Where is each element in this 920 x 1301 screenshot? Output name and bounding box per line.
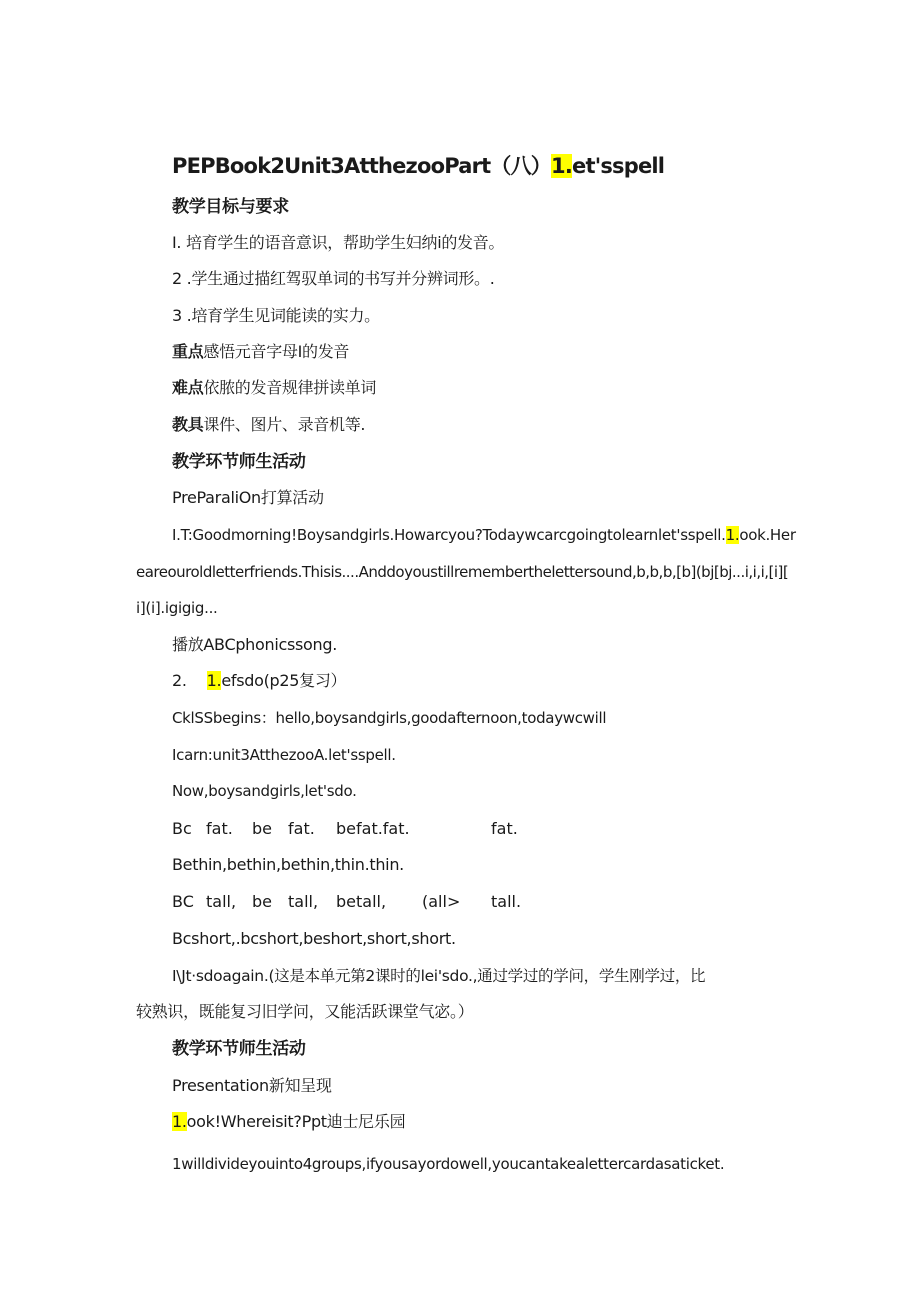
p1-highlight: 1. [725,526,740,544]
class-begins: CklSSbegins：hello,boysandgirls,goodafternoon,todaywcwill [172,709,607,727]
difficult-point [172,377,376,399]
chant-word: fat. [491,819,518,838]
chant-word: tall. [491,892,522,911]
chant-word: betall, [336,892,387,911]
title-highlight: 1. [551,154,573,178]
p1-text-a: I.T:Goodmorning!Boysandgirls.Howarcyou?Todaywcarcgoingtolearnlet'sspell. [172,526,726,544]
key-point-label: 重点 [172,342,204,361]
item-2 [172,670,346,692]
item-2-number: 2. [172,671,187,690]
chant-word: BC [172,892,194,911]
teaching-tools-text: 课件、图片、录音机等. [203,415,366,434]
chant-word: be [252,892,272,911]
lets-do: Now,boysandgirls,let'sdo. [172,782,357,800]
chant-word: tall, [288,892,319,911]
chant-row-4: Bcshort,.bcshort,beshort,short,short. [172,929,456,948]
paragraph-1-line-1 [172,524,796,546]
paragraph-1-line-3: i](i].igigig... [136,599,218,617]
preparation-label: PreParaliOn打算活动 [172,488,324,507]
chant-row-2: Bethin,bethin,bethin,thin.thin. [172,855,404,874]
look-item [172,1111,405,1133]
look-highlight: 1. [172,1112,187,1131]
objectives-heading: 教学目标与要求 [172,197,289,217]
teaching-tools-label: 教具 [172,415,204,434]
activities-heading-2: 教学环节师生活动 [172,1039,306,1059]
learn-unit: Icarn:unit3AtthezooA.let'sspell. [172,746,396,764]
objective-1: I. 培育学生的语音意识，帮助学生妇纳i的发音。 [172,233,505,252]
title-prefix: PEPBook2Unit3AtthezooPart（八） [172,154,552,178]
play-song: 播放ABCphonicssong. [172,635,338,654]
item-2-highlight: 1. [206,671,222,690]
chant-word: (all> [422,892,461,911]
item-2-text: efsdo(p25复习） [221,671,347,690]
do-again-line-1: I\Jt·sdoagain.(这是本单元第2课时的lei'sdo.,通过学过的学问，学生刚学过，比 [172,967,706,985]
key-point-text: 感悟元音字母I的发音 [203,342,350,361]
presentation-label: Presentation新知呈现 [172,1076,332,1095]
chant-word: fat. [288,819,315,838]
p1-text-b: ook.Her [739,526,796,544]
chant-word: be [252,819,272,838]
difficult-point-label: 难点 [172,378,204,397]
chant-word: tall, [206,892,237,911]
difficult-point-text: 依脓的发音规律拼读单词 [203,378,377,397]
do-again-line-2: 较熟识，既能复习旧学问，又能活跃课堂气宓。） [136,1002,474,1021]
teaching-tools [172,414,365,436]
paragraph-1-line-2: eareouroldletterfriends.Thisis....Anddoyoustillrememberthelettersound,b,b,b,[b](bj[bj...i,i,i,[i][ [136,563,789,581]
activities-heading-1: 教学环节师生活动 [172,452,306,472]
objective-3: 3 .培育学生见词能读的实力。 [172,306,380,325]
chant-word: Bc [172,819,192,838]
doc-title [172,152,664,180]
chant-word: befat.fat. [336,819,410,838]
look-text: ook!Whereisit?Ppt迪士尼乐园 [186,1112,406,1131]
objective-2: 2 .学生通过描红驾驭单词的书写并分辨词形。. [172,269,495,288]
title-suffix: et'sspell [572,154,665,178]
group-instructions: 1willdivideyouinto4groups,ifyousayordowell,youcantakealettercardasaticket. [172,1155,725,1173]
key-point [172,341,349,363]
chant-word: fat. [206,819,233,838]
